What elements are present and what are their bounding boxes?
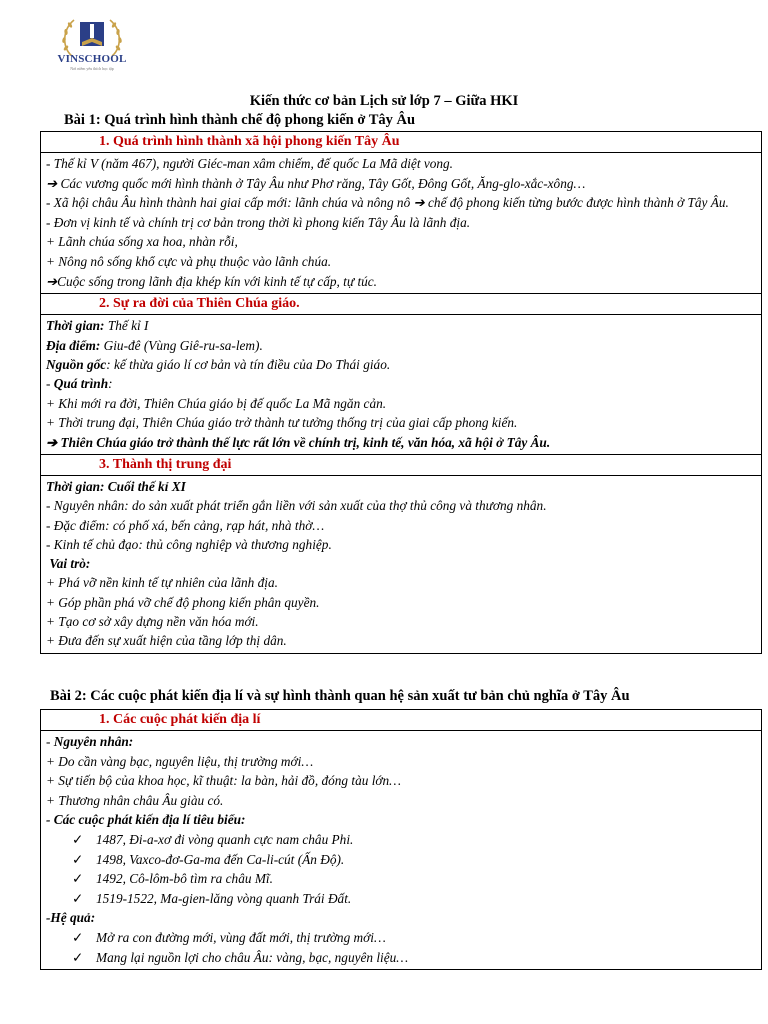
process-prefix: - — [46, 376, 54, 392]
text-line: - Đơn vị kinh tế và chính trị cơ bản trong thời kì phong kiến Tây Âu là lãnh địa. — [46, 214, 471, 230]
text-line: + Sự tiến bộ của khoa học, kĩ thuật: la bàn, hải đồ, đóng tàu lớn… — [46, 773, 401, 789]
text-line: + Thời trung đại, Thiên Chúa giáo trở thành tư tưởng thống trị của giai cấp phong kiến. — [46, 415, 518, 431]
cause-line — [46, 732, 761, 752]
text-line: - Đặc điểm: có phố xá, bến cảng, rạp hát, nhà thờ… — [46, 517, 325, 533]
list-item — [46, 850, 761, 870]
cause-prefix: - — [46, 734, 54, 749]
lesson-1-table — [40, 131, 762, 654]
lesson-2-table — [40, 709, 762, 970]
text-line: + Do cần vàng bạc, nguyên liệu, thị trường mới… — [46, 753, 314, 769]
process-suffix: : — [108, 376, 113, 392]
text-line: + Tạo cơ sở xây dựng nền văn hóa mới. — [46, 614, 259, 630]
section-1-heading: 1. Các cuộc phát kiến địa lí — [41, 710, 761, 731]
logo-tagline: Nơi niềm yêu thích học tập — [70, 66, 114, 71]
cause-label: Nguyên nhân: — [53, 734, 134, 749]
text-line: + Góp phần phá vỡ chế độ phong kiến phân quyền. — [46, 594, 320, 610]
text-line: ➔Cuộc sống trong lãnh địa khép kín với kinh tế tự cấp, tự túc. — [46, 273, 378, 289]
section-1-heading: 1. Quá trình hình thành xã hội phong kiến Tây Âu — [41, 132, 761, 153]
process-label: Quá trình — [53, 376, 109, 392]
origin-line — [46, 355, 761, 374]
text-line: + Nông nô sống khổ cực và phụ thuộc vào lãnh chúa. — [46, 253, 332, 269]
discoveries-label: - Các cuộc phát kiến địa lí tiêu biểu: — [46, 812, 246, 828]
text-line: - Thế kỉ V (năm 467), người Giéc-man xâm chiếm, đế quốc La Mã diệt vong. — [46, 156, 454, 171]
check-icon: ✓ — [72, 890, 84, 906]
list-item — [46, 928, 761, 948]
conclusion-line: ➔ Thiên Chúa giáo trở thành thế lực rất lớn về chính trị, kinh tế, văn hóa, xã hội ở Tây Âu. — [46, 434, 551, 450]
results-label: -Hệ quả: — [46, 910, 96, 926]
list-item — [46, 869, 761, 889]
lesson-1-title: Bài 1: Quá trình hình thành chế độ phong kiến ở Tây Âu — [64, 112, 416, 128]
section-2-heading: 2. Sự ra đời của Thiên Chúa giáo. — [41, 294, 761, 315]
text-line: - Xã hội châu Âu hình thành hai giai cấp mới: lãnh chúa và nông nô ➔ chế độ phong kiến từng bước được hình thành ở Tây Âu. — [46, 195, 729, 211]
list-item-text: 1492, Cô-lôm-bô tìm ra châu Mĩ. — [96, 871, 273, 887]
time-line: Thời gian: Cuối thế kỉ XI — [46, 479, 186, 494]
section-3-body — [41, 476, 761, 653]
section-1-body — [41, 731, 761, 969]
text-line: + Khi mới ra đời, Thiên Chúa giáo bị đế quốc La Mã ngăn cản. — [46, 395, 387, 411]
list-item-text: 1487, Đi-a-xơ đi vòng quanh cực nam châu Phi. — [96, 831, 354, 847]
check-icon: ✓ — [72, 871, 84, 887]
logo-name: VINSCHOOL — [57, 53, 127, 65]
origin-value: : kế thừa giáo lí cơ bản và tín điều của Do Thái giáo. — [106, 356, 391, 372]
place-value: Giu-đê (Vùng Giê-ru-sa-lem). — [100, 337, 263, 353]
time-line — [46, 316, 761, 335]
place-label: Địa điểm: — [46, 337, 101, 353]
text-line: ➔ Các vương quốc mới hình thành ở Tây Âu như Phơ răng, Tây Gốt, Đông Gốt, Ăng-glo-xắc-xông… — [46, 175, 586, 191]
role-label: Vai trò: — [46, 556, 91, 572]
document-title: Kiến thức cơ bản Lịch sử lớp 7 – Giữa HKI — [249, 93, 519, 109]
list-item — [46, 830, 761, 850]
text-line: + Lãnh chúa sống xa hoa, nhàn rỗi, — [46, 234, 238, 250]
list-item-text: Mang lại nguồn lợi cho châu Âu: vàng, bạc, nguyên liệu… — [96, 949, 409, 965]
list-item — [46, 948, 761, 968]
place-line — [46, 336, 761, 355]
section-2-body — [41, 315, 761, 454]
check-icon: ✓ — [72, 929, 84, 945]
text-line: - Kinh tế chủ đạo: thủ công nghiệp và thương nghiệp. — [46, 536, 332, 552]
check-icon: ✓ — [72, 851, 84, 867]
list-item — [46, 889, 761, 909]
time-label: Thời gian: — [46, 318, 105, 334]
check-icon: ✓ — [72, 949, 84, 965]
text-line: + Đưa đến sự xuất hiện của tầng lớp thị dân. — [46, 633, 287, 649]
text-line: + Thương nhân châu Âu giàu có. — [46, 792, 224, 808]
list-item-text: 1498, Vaxco-đơ-Ga-ma đến Ca-li-cút (Ấn Độ). — [96, 851, 345, 867]
process-line — [46, 374, 761, 393]
lesson-2-title: Bài 2: Các cuộc phát kiến địa lí và sự hình thành quan hệ sản xuất tư bản chủ nghĩa ở Tây Âu — [50, 688, 630, 704]
text-line: - Nguyên nhân: do sản xuất phát triển gắn liền với sản xuất của thợ thủ công và thương nhân. — [46, 498, 547, 514]
origin-label: Nguồn gốc — [46, 356, 107, 372]
section-3-heading: 3. Thành thị trung đại — [41, 455, 761, 476]
list-item-text: Mở ra con đường mới, vùng đất mới, thị trường mới… — [96, 929, 386, 945]
text-line: + Phá vỡ nền kinh tế tự nhiên của lãnh địa. — [46, 575, 278, 591]
check-icon: ✓ — [72, 831, 84, 847]
list-item-text: 1519-1522, Ma-gien-lăng vòng quanh Trái Đất. — [96, 890, 352, 906]
time-value: Thế kỉ I — [104, 318, 149, 334]
section-1-body — [41, 153, 761, 293]
